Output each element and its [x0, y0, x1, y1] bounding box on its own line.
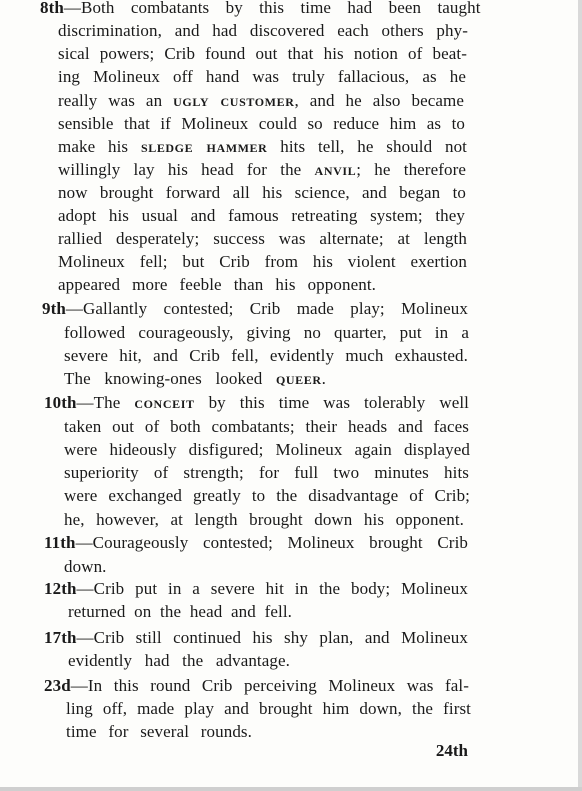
text-span: adopt his usual and famous retreating system; they: [58, 206, 465, 225]
text-line: [64, 485, 470, 507]
text-span: willingly lay his head for the: [58, 160, 315, 179]
text-line: [58, 20, 468, 42]
text-span: taken out of both combatants; their heads and faces: [64, 417, 469, 436]
small-caps-term: queer: [275, 369, 322, 388]
text-span: really was an: [58, 91, 174, 110]
text-line: [44, 675, 469, 697]
round-label: 11th: [44, 533, 76, 552]
text-span: Molineux fell; but Crib from his violent exertion: [58, 252, 467, 271]
round-label: 17th: [44, 628, 77, 647]
text-span: rallied desperately; success was alternate; at length: [58, 229, 467, 248]
text-span: superiority of strength; for full two minutes hits: [64, 463, 469, 482]
text-span: .: [321, 369, 326, 388]
text-line: [64, 322, 469, 344]
round-label: 23d: [44, 676, 71, 695]
text-line: [42, 298, 468, 320]
text-line: [64, 439, 470, 461]
text-span: hits tell, he should not: [267, 137, 467, 156]
text-line: [64, 416, 469, 438]
text-line: [58, 90, 464, 112]
round-label: 10th: [44, 393, 77, 412]
text-span: —In this round Crib perceiving Molineux was fal-: [70, 676, 469, 695]
small-caps-term: sledge hammer: [140, 137, 268, 156]
text-line: [64, 509, 464, 531]
text-span: ling off, made play and brought him down, the first: [66, 699, 471, 718]
page-edge-bottom: [0, 787, 582, 791]
text-span: appeared more feeble than his opponent.: [58, 275, 376, 294]
text-span: discrimination, and had discovered each others phy-: [58, 21, 468, 40]
text-line: [64, 556, 107, 578]
small-caps-term: anvil: [314, 160, 357, 179]
text-line: [58, 113, 465, 135]
text-span: sensible that if Molineux could so reduce him as to: [58, 114, 465, 133]
text-span: sical powers; Crib found out that his notion of beat-: [58, 44, 467, 63]
page-edge-right: [578, 0, 582, 791]
text-span: make his: [58, 137, 141, 156]
text-span: returned on the head and fell.: [68, 602, 292, 621]
text-line: [68, 650, 290, 672]
text-span: time for several rounds.: [66, 722, 252, 741]
text-line: [58, 205, 465, 227]
text-span: —Crib put in a severe hit in the body; Molineux: [76, 579, 468, 598]
text-line: [64, 462, 469, 484]
small-caps-term: conceit: [134, 393, 195, 412]
text-line: [40, 0, 481, 19]
text-line: [64, 345, 468, 367]
text-line: [68, 601, 292, 623]
text-span: , and he also became: [294, 91, 464, 110]
text-line: [66, 698, 471, 720]
small-caps-term: ugly customer: [173, 91, 295, 110]
text-span: ; he therefore: [356, 160, 466, 179]
text-line: [58, 159, 466, 181]
text-line: [44, 627, 468, 649]
text-span: severe hit, and Crib fell, evidently much exhausted.: [64, 346, 468, 365]
text-line: [44, 532, 468, 554]
text-line: [58, 182, 466, 204]
text-line: [58, 66, 466, 88]
text-line: [44, 392, 469, 414]
text-line: [58, 274, 376, 296]
text-span: —Crib still continued his shy plan, and Molineux: [76, 628, 468, 647]
text-span: evidently had the advantage.: [68, 651, 290, 670]
text-line: [58, 136, 467, 158]
text-span: —Gallantly contested; Crib made play; Molineux: [65, 299, 468, 318]
text-line: [58, 228, 467, 250]
text-span: followed courageously, giving no quarter, put in a: [64, 323, 469, 342]
text-span: —Courageously contested; Molineux brought Crib: [75, 533, 468, 552]
text-span: ing Molineux off hand was truly fallacious, as he: [58, 67, 466, 86]
catchword: 24th: [435, 741, 468, 760]
text-span: he, however, at length brought down his opponent.: [64, 510, 464, 529]
round-label: 12th: [44, 579, 77, 598]
text-line: [66, 721, 252, 743]
text-span: were hideously disfigured; Molineux again displayed: [64, 440, 470, 459]
text-line: [58, 43, 467, 65]
text-line: [58, 251, 467, 273]
text-span: were exchanged greatly to the disadvantage of Crib;: [64, 486, 470, 505]
round-label: 8th: [40, 0, 64, 17]
text-span: down.: [64, 557, 107, 576]
text-span: —The: [76, 393, 135, 412]
text-span: The knowing-ones looked: [64, 369, 276, 388]
text-line: [64, 368, 326, 390]
round-label: 9th: [42, 299, 66, 318]
text-span: by this time was tolerably well: [194, 393, 469, 412]
text-span: —Both combatants by this time had been taught: [63, 0, 481, 17]
text-span: now brought forward all his science, and began to: [58, 183, 466, 202]
text-line: [44, 578, 468, 600]
